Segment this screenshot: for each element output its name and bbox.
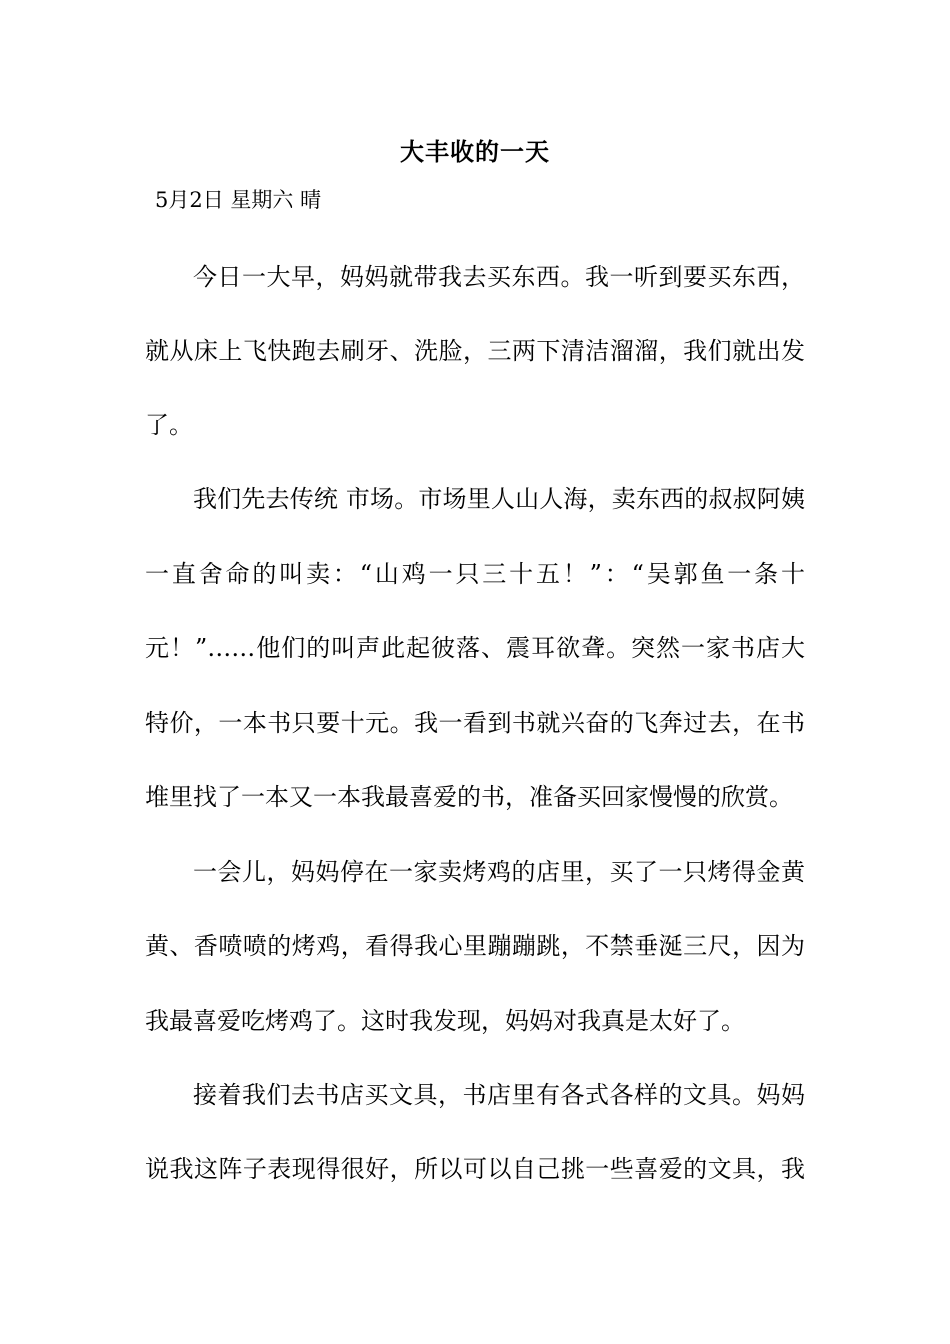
document-title: 大丰收的一天 bbox=[400, 137, 550, 166]
paragraph-1-line-2: 就从床上飞快跑去刷牙、洗脸，三两下清洁溜溜，我们就出发 bbox=[145, 337, 805, 365]
paragraph-1-line-1: 今日一大早，妈妈就带我去买东西。我一听到要买东西， bbox=[193, 263, 805, 291]
paragraph-2-line-3: 元！”……他们的叫声此起彼落、震耳欲聋。突然一家书店大 bbox=[145, 634, 805, 662]
paragraph-2-line-5: 堆里找了一本又一本我最喜爱的书，准备买回家慢慢的欣赏。 bbox=[145, 783, 793, 811]
paragraph-3-line-1: 一会儿，妈妈停在一家卖烤鸡的店里，买了一只烤得金黄 bbox=[193, 858, 805, 886]
paragraph-2-line-2: 一直舍命的叫卖：“山鸡一只三十五！”：“吴郭鱼一条十 bbox=[145, 560, 805, 588]
paragraph-4-line-1: 接着我们去书店买文具，书店里有各式各样的文具。妈妈 bbox=[193, 1081, 805, 1109]
paragraph-4-line-2: 说我这阵子表现得很好，所以可以自己挑一些喜爱的文具，我 bbox=[145, 1155, 805, 1183]
diary-dateline: 5月2日 星期六 晴 bbox=[155, 188, 322, 212]
paragraph-3-line-3: 我最喜爱吃烤鸡了。这时我发现，妈妈对我真是太好了。 bbox=[145, 1007, 745, 1035]
paragraph-1-line-3: 了。 bbox=[145, 411, 193, 439]
paragraph-2-line-4: 特价，一本书只要十元。我一看到书就兴奋的飞奔过去，在书 bbox=[145, 709, 805, 737]
paragraph-3-line-2: 黄、香喷喷的烤鸡，看得我心里蹦蹦跳，不禁垂涎三尺，因为 bbox=[145, 932, 805, 960]
paragraph-2-line-1: 我们先去传统 市场。市场里人山人海，卖东西的叔叔阿姨 bbox=[193, 485, 805, 513]
